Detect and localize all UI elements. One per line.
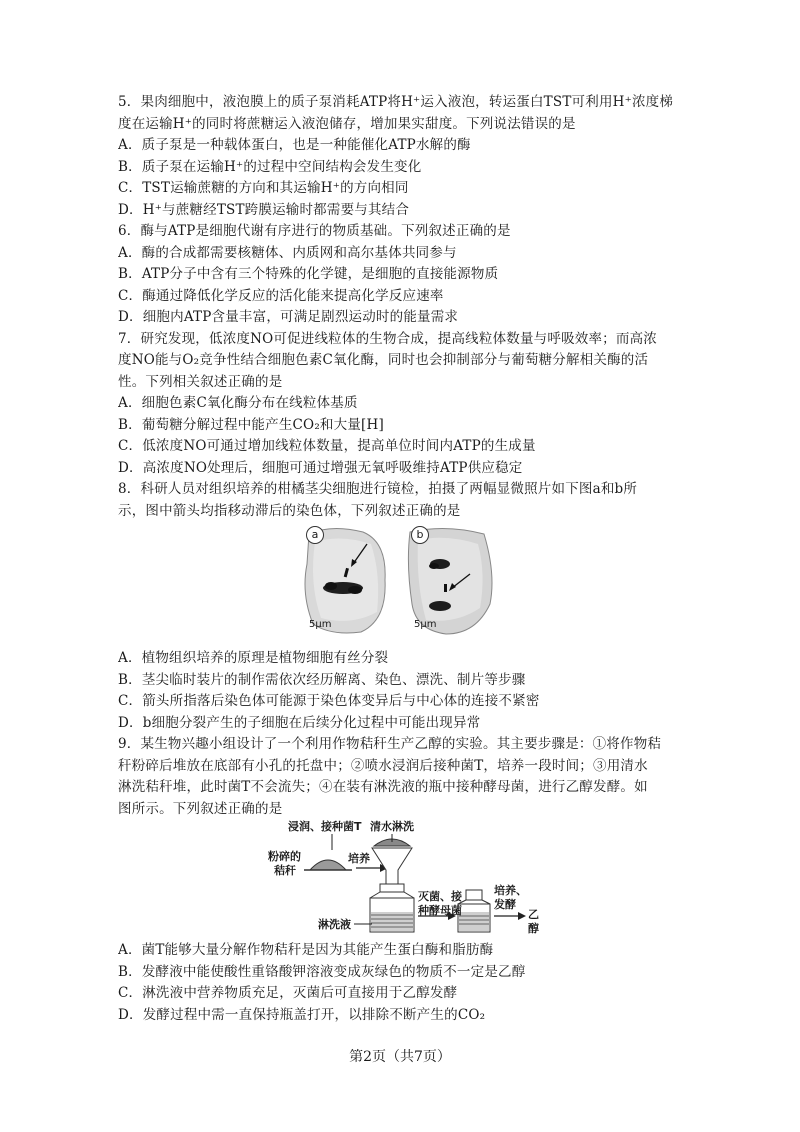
option-d: D．高浓度NO处理后，细胞可通过增强无氧呼吸维持ATP供应稳定 <box>118 459 523 476</box>
option-b: B．发酵液中能使酸性重铬酸钾溶液变成灰绿色的物质不一定是乙醇 <box>118 963 526 980</box>
micrograph-b <box>406 524 496 636</box>
question-stem: 8．科研人员对组织培养的柑橘茎尖细胞进行镜检，拍摄了两幅显微照片如下图a和b所 <box>118 481 638 497</box>
question-5 <box>118 92 686 221</box>
question-stem: 7．研究发现，低浓度NO可促进线粒体的生物合成，提高线粒体数量与呼吸效率；而高浓 <box>118 330 657 347</box>
label-culture: 培养 <box>348 852 370 865</box>
label-crushed: 粉碎的 <box>268 850 301 863</box>
option-a: A．细胞色素C氧化酶分布在线粒体基质 <box>118 395 358 411</box>
question-stem: 度在运输H⁺的同时将蔗糖运入液泡储存，增加果实甜度。下列说法错误的是 <box>118 115 576 132</box>
micrograph-figure <box>118 524 686 642</box>
label-inoculate: 浸润、接种菌T <box>288 820 362 833</box>
option-b: B．葡萄糖分解过程中能产生CO₂和大量[H] <box>118 416 384 433</box>
question-column <box>118 92 686 1026</box>
page-footer: 第2页（共7页） <box>349 1049 451 1065</box>
question-stem: 示，图中箭头均指移动滞后的染色体，下列叙述正确的是 <box>118 502 461 519</box>
label-rinse: 清水淋洗 <box>370 820 414 833</box>
question-7 <box>118 329 686 480</box>
option-c: C．低浓度NO可通过增加线粒体数量，提高单位时间内ATP的生成量 <box>118 438 536 454</box>
question-stem: 性。下列相关叙述正确的是 <box>118 373 283 390</box>
scale-bar-b: 5μm <box>414 619 437 630</box>
option-c: C．酶通过降低化学反应的活化能来提高化学反应速率 <box>118 287 444 304</box>
label-ethanol-2: 醇 <box>528 922 539 935</box>
label-culture-ferment: 培养、 <box>494 884 527 897</box>
question-stem: 淋洗秸秆堆，此时菌T不会流失；④在装有淋洗液的瓶中接种酵母菌，进行乙醇发酵。如 <box>118 779 648 795</box>
label-straw: 秸秆 <box>274 864 296 877</box>
question-stem: 6．酶与ATP是细胞代谢有序进行的物质基础。下列叙述正确的是 <box>118 223 511 239</box>
question-stem: 5．果肉细胞中，液泡膜上的质子泵消耗ATP将H⁺运入液泡，转运蛋白TST可利用H⁺浓度梯 <box>118 94 674 110</box>
question-9 <box>118 734 686 1026</box>
option-c: C．TST运输蔗糖的方向和其运输H⁺的方向相同 <box>118 180 409 196</box>
label-ferment: 发酵 <box>494 898 516 911</box>
label-leachate: 淋洗液 <box>318 918 351 931</box>
label-ethanol-1: 乙 <box>528 908 539 921</box>
option-d: D．H⁺与蔗糖经TST跨膜运输时都需要与其结合 <box>118 201 410 218</box>
option-a: A．酶的合成都需要核糖体、内质网和高尔基体共同参与 <box>118 244 457 261</box>
option-b: B．ATP分子中含有三个特殊的化学键，是细胞的直接能源物质 <box>118 266 499 282</box>
question-8 <box>118 479 686 734</box>
option-c: C．淋洗液中营养物质充足，灭菌后可直接用于乙醇发酵 <box>118 985 458 1001</box>
label-sterilize: 灭菌、接 <box>418 890 462 903</box>
option-a: A．植物组织培养的原理是植物细胞有丝分裂 <box>118 650 389 666</box>
figure-label-b: b <box>411 526 429 544</box>
option-d: D．b细胞分裂产生的子细胞在后续分化过程中可能出现异常 <box>118 714 481 731</box>
question-stem: 度NO能与O₂竞争性结合细胞色素C氧化酶，同时也会抑制部分与葡萄糖分解相关酶的活 <box>118 352 649 368</box>
option-a: A．菌T能够大量分解作物秸秆是因为其能产生蛋白酶和脂肪酶 <box>118 942 494 958</box>
option-b: B．茎尖临时装片的制作需依次经历解离、染色、漂洗、制片等步骤 <box>118 671 526 688</box>
option-a: A．质子泵是一种载体蛋白，也是一种能催化ATP水解的酶 <box>118 137 471 153</box>
fermentation-diagram <box>118 820 686 938</box>
label-yeast: 种酵母菌 <box>418 904 462 917</box>
question-stem: 9．某生物兴趣小组设计了一个利用作物秸秆生产乙醇的实验。其主要步骤是：①将作物秸 <box>118 736 662 752</box>
question-stem: 图所示。下列叙述正确的是 <box>118 800 283 817</box>
figure-label-a: a <box>306 526 324 544</box>
option-d: D．发酵过程中需一直保持瓶盖打开，以排除不断产生的CO₂ <box>118 1006 486 1023</box>
question-stem: 秆粉碎后堆放在底部有小孔的托盘中；②喷水浸润后接种菌T，培养一段时间；③用清水 <box>118 757 648 774</box>
scale-bar-a: 5μm <box>309 619 332 630</box>
fermentation-diagram-drawing <box>118 820 686 938</box>
option-b: B．质子泵在运输H⁺的过程中空间结构会发生变化 <box>118 158 422 175</box>
option-c: C．箭头所指落后染色体可能源于染色体变异后与中心体的连接不紧密 <box>118 693 540 709</box>
option-d: D．细胞内ATP含量丰富，可满足剧烈运动时的能量需求 <box>118 309 459 325</box>
question-6 <box>118 221 686 329</box>
micrograph-a <box>301 524 391 636</box>
